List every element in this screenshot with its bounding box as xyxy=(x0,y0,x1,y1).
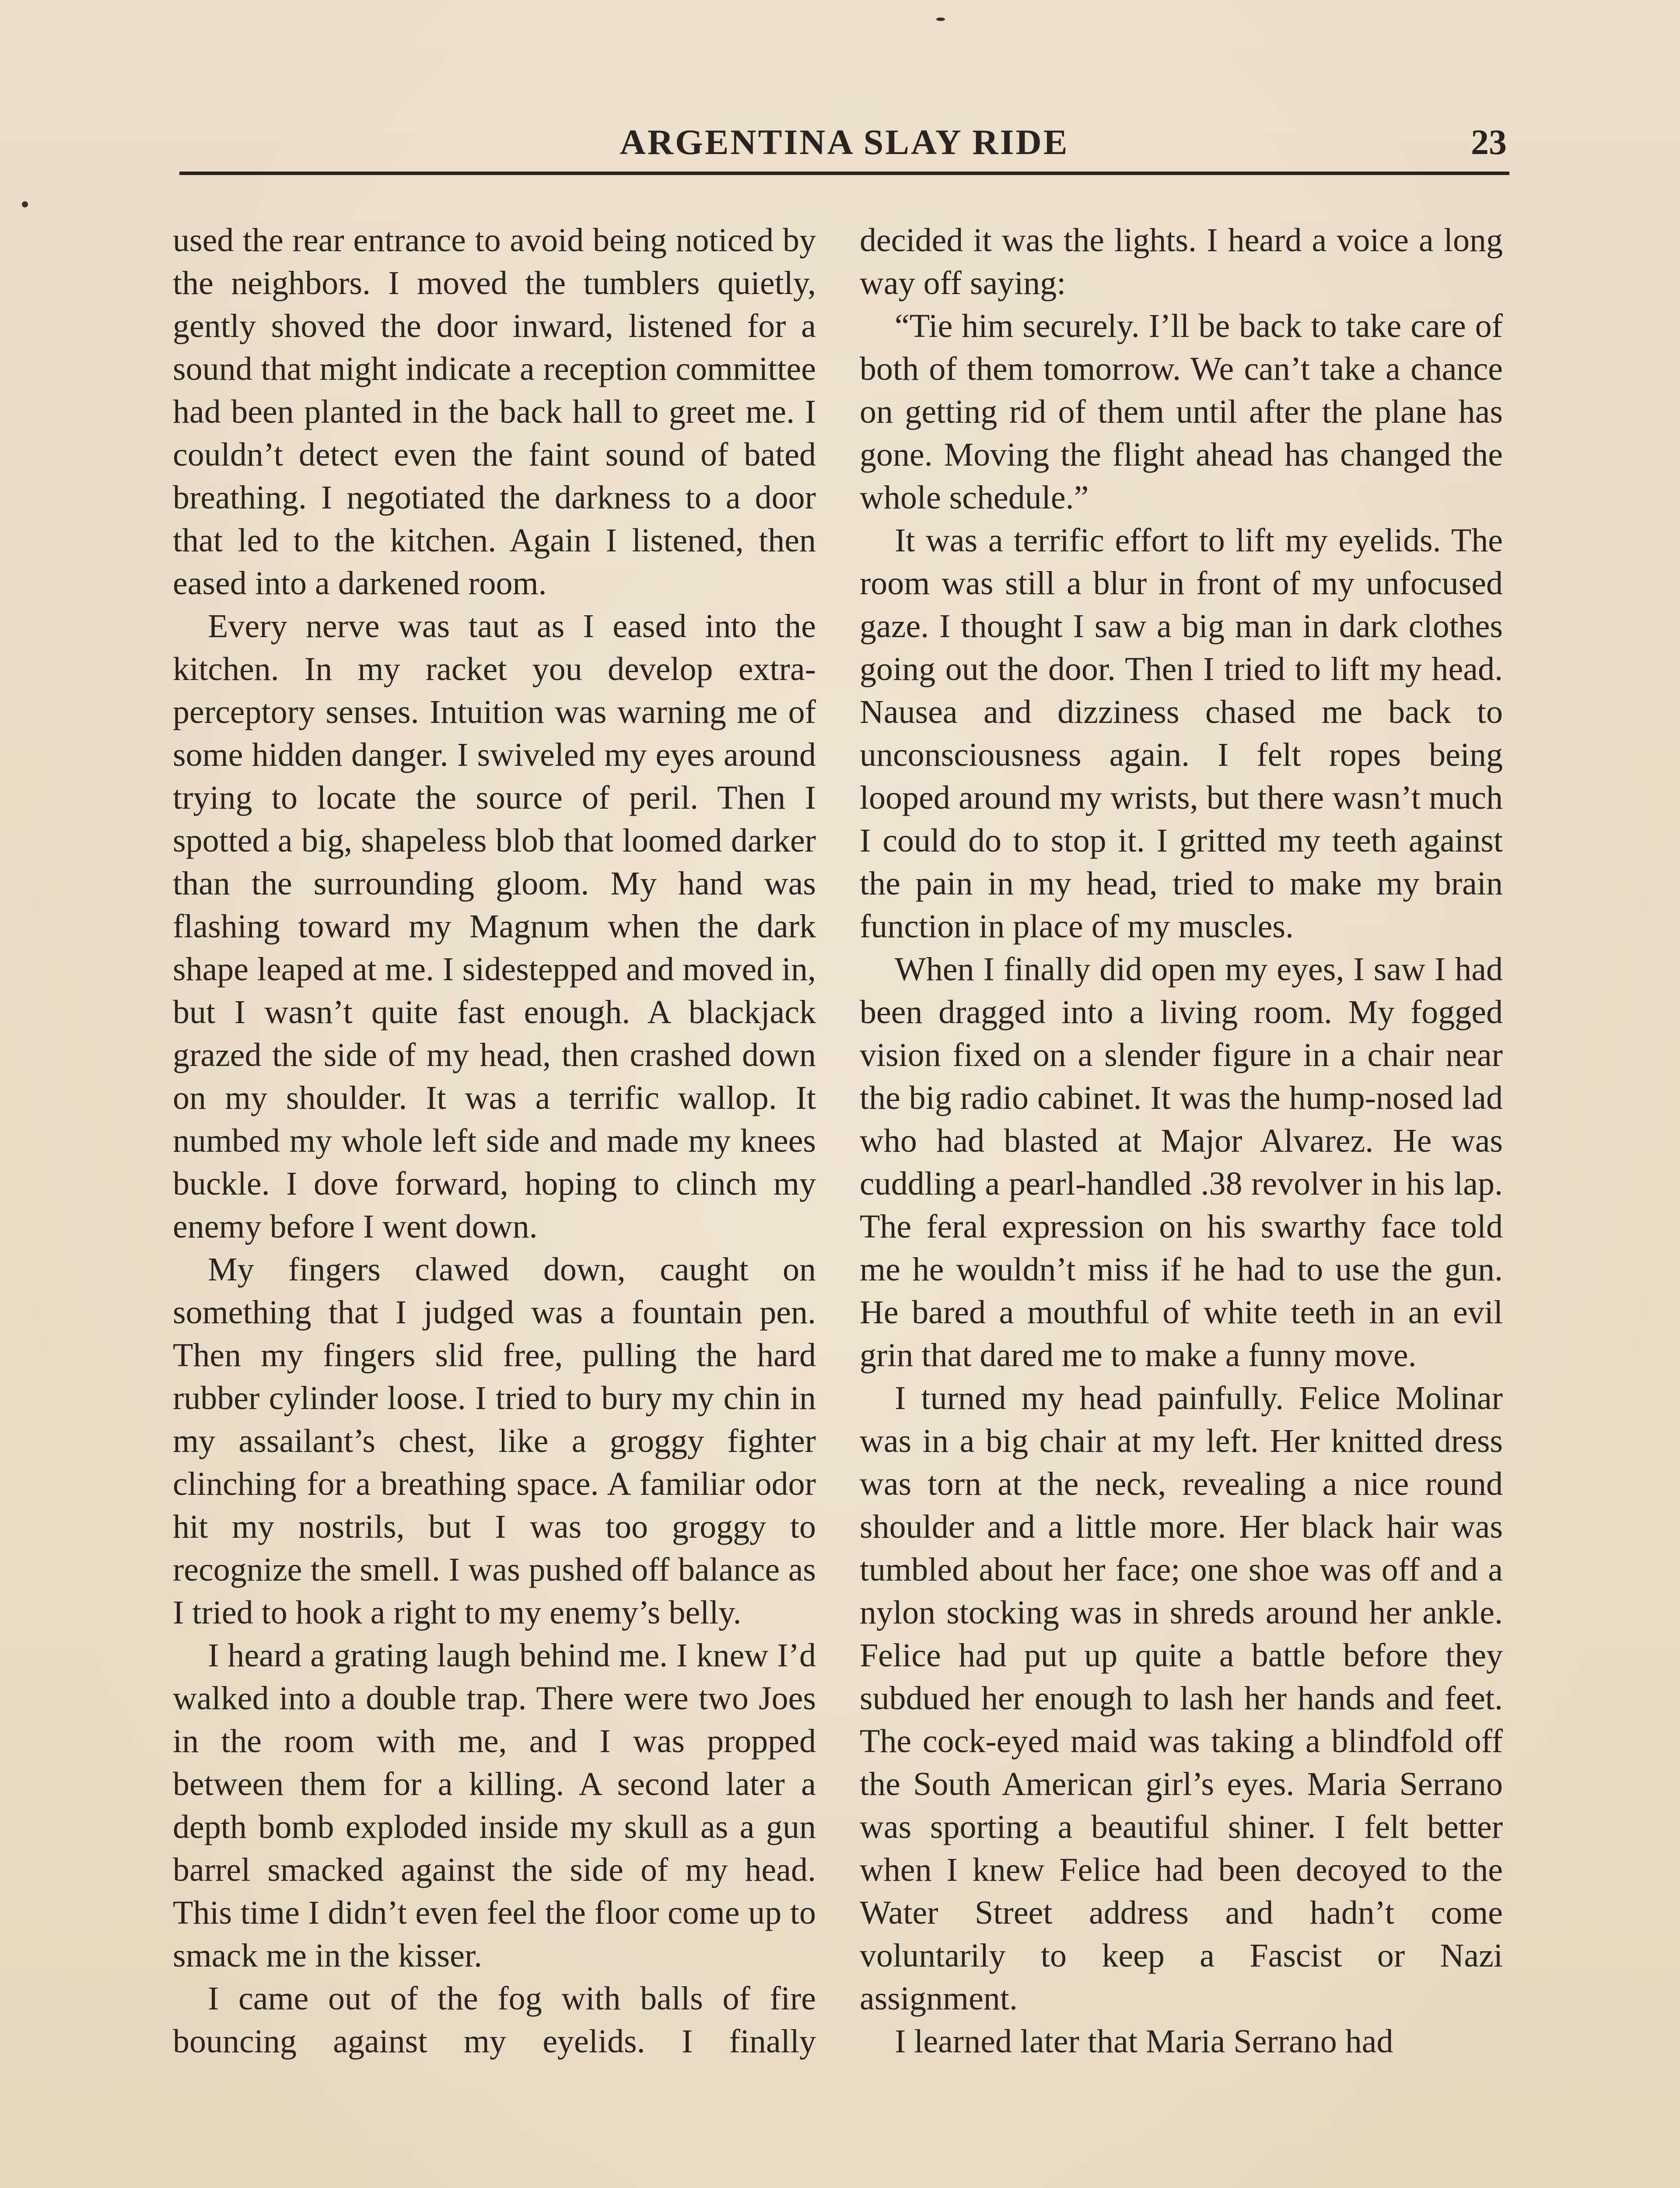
running-header xyxy=(179,116,1509,168)
running-title: ARGENTINA SLAY RIDE xyxy=(620,122,1069,162)
paragraph: I learned later that Maria Serrano had xyxy=(895,2023,1393,2060)
paragraph: I turned my head painfully. Felice Molinar was in a big chair at my left. Her knitted dress was torn at the neck, revealing a nice round shoulder and a little more. Her black hair was tumbled about her face; one shoe was off and a nylon stocking was in shreds around her ankle. Felice had put up quite a battle before they subdued her enough to lash her hands and feet. The cock-eyed maid was taking a blindfold off the South American girl’s eyes. Maria Serrano was sporting a beautiful shiner. I felt better when I knew Felice had been decoyed to the Water Street address and hadn’t come voluntarily to keep a Fascist or Nazi assignment. xyxy=(860,1380,1503,2017)
paragraph: Every nerve was taut as I eased into the kitchen. In my racket you develop extra-perceptory senses. Intuition was warning me of some hidden danger. I swiveled my eyes around trying to locate the source of peril. Then I spotted a big, shapeless blob that loomed darker than the surrounding gloom. My hand was flashing toward my Magnum when the dark shape leaped at me. I sidestepped and moved in, but I wasn’t quite fast enough. A blackjack grazed the side of my head, then crashed down on my shoulder. It was a terrific wallop. It numbed my whole left side and made my knees buckle. I dove forward, hoping to clinch my enemy before I went down. xyxy=(173,608,816,1245)
paragraph: It was a terrific effort to lift my eyelids. The room was still a blur in front of my unfocused gaze. I thought I saw a big man in dark clothes going out the door. Then I tried to lift my head. Nausea and dizziness chased me back to unconsciousness again. I felt ropes being looped around my wrists, but there wasn’t much I could do to stop it. I gritted my teeth against the pain in my head, tried to make my brain function in place of my muscles. xyxy=(860,522,1503,945)
paragraph: used the rear entrance to avoid being noticed by the neighbors. I moved the tumblers quietly, gently shoved the door inward, listened for a sound that might indicate a reception committee had been planted in the back hall to greet me. I couldn’t detect even the faint sound of bated breathing. I negotiated the darkness to a door that led to the kitchen. Again I listened, then eased into a darkened room. xyxy=(173,222,816,602)
ink-speck xyxy=(936,18,945,21)
paragraph: I came out of the fog with balls of fire bouncing against my eyelids. I finally xyxy=(173,1980,816,2060)
paragraph: I heard a grating laugh behind me. I knew I’d walked into a double trap. There were two Joes in the room with me, and I was propped between them for a killing. A second later a depth bomb exploded inside my skull as a gun barrel smacked against the side of my head. This time I didn’t even feel the floor come up to smack me in the kisser. xyxy=(173,1637,816,1974)
paragraph: My fingers clawed down, caught on something that I judged was a fountain pen. Then my fingers slid free, pulling the hard rubber cylinder loose. I tried to bury my chin in my assailant’s chest, like a groggy fighter clinching for a breathing space. A familiar odor hit my nostrils, but I was too groggy to recognize the smell. I was pushed off balance as I tried to hook a right to my enemy’s belly. xyxy=(173,1251,816,1631)
text-column-right xyxy=(860,219,1503,2063)
page-number: 23 xyxy=(1471,122,1507,162)
ink-speck xyxy=(22,201,28,207)
header-rule xyxy=(179,172,1509,175)
paragraph: decided it was the lights. I heard a voice a long way off saying: xyxy=(860,222,1503,302)
paragraph: When I finally did open my eyes, I saw I had been dragged into a living room. My fogged vision fixed on a slender figure in a chair near the big radio cabinet. It was the hump-nosed lad who had blasted at Major Alvarez. He was cuddling a pearl-handled .38 revolver in his lap. The feral expression on his swarthy face told me he wouldn’t miss if he had to use the gun. He bared a mouthful of white teeth in an evil grin that dared me to make a funny move. xyxy=(860,951,1503,1374)
paragraph: “Tie him securely. I’ll be back to take care of both of them tomorrow. We can’t take a chance on getting rid of them until after the plane has gone. Moving the flight ahead has changed the whole schedule.” xyxy=(860,308,1503,516)
text-column-left xyxy=(173,219,816,2063)
